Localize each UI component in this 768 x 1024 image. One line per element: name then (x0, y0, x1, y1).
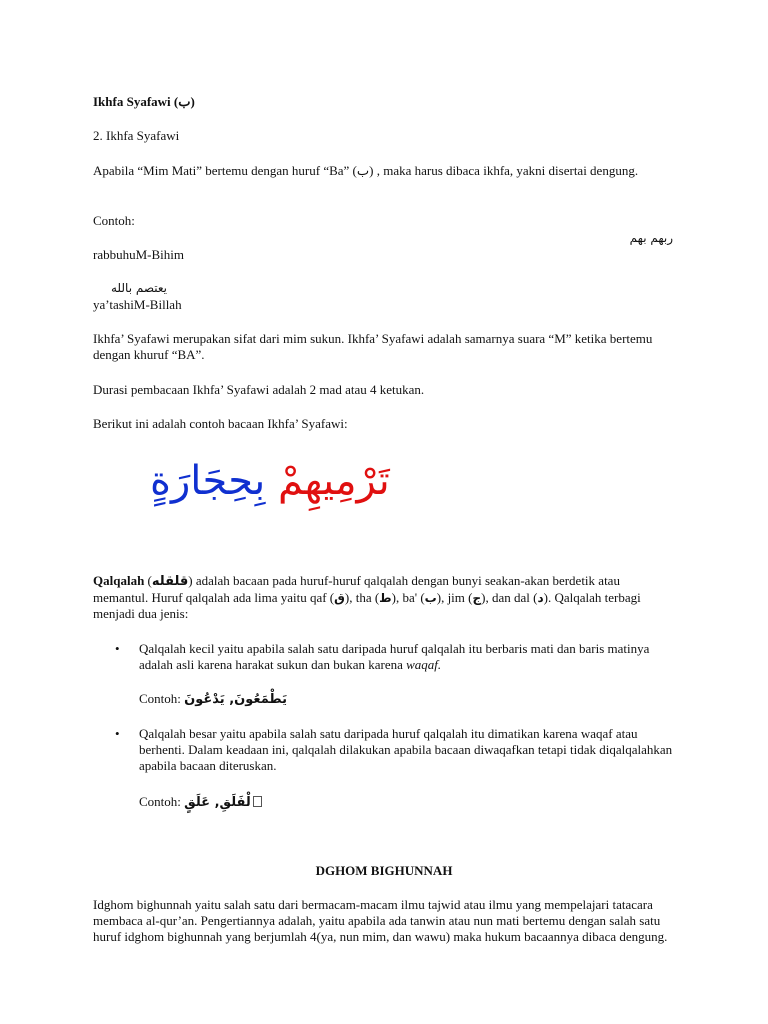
contoh-besar-arabic: لْفَلَقِ, عَلَقٍ (184, 795, 251, 810)
qalqalah-list (93, 641, 673, 673)
image-word-tarmihim: تَرْمِيهِمْ (277, 458, 390, 504)
idghom-heading: DGHOM BIGHUNNAH (315, 863, 453, 878)
letter-tha: ط (379, 591, 392, 605)
qalqalah-intro: Qalqalah (قلقله) adalah bacaan pada huruf-huruf qalqalah dengan bunyi seakan-akan berdetik atau memantul. Huruf qalqalah ada lima yaitu qaf (ق), tha (ط), ba' (ب), jim (ج), dan dal (د). Qalqalah terbagi menjadi dua jenis: (93, 573, 641, 621)
qalqalah-term-arabic: قلقله (151, 574, 189, 589)
ikhfa-paragraph-3: Berikut ini adalah contoh bacaan Ikhfa’ Syafawi: (93, 416, 348, 431)
missing-glyph-box (253, 796, 262, 807)
ikhfa-title: Ikhfa Syafawi (ب) (93, 94, 195, 109)
idghom-paragraph: Idghom bighunnah yaitu salah satu dari bermacam-macam ilmu tajwid atau ilmu yang mempelajari tatacara membaca al-qur’an. Pengertiannya adalah, yaitu apabila ada tanwin atau nun mati bertemu dengan salah satu huruf idghom bighunnah yang berjumlah 4(ya, nun mim, dan wawu) maka hukum bacaannya dibaca dengung. (93, 897, 668, 944)
ikhfa-definition: Apabila “Mim Mati” bertemu dengan huruf “Ba” (ب) , maka harus dibaca ikhfa, yakni disertai dengung. (93, 163, 639, 178)
image-word-bihijarah: بِحِجَارَةٍ (150, 458, 266, 504)
ikhfa-paragraph-1: Ikhfa’ Syafawi merupakan sifat dari mim sukun. Ikhfa’ Syafawi adalah samarnya suara “M” ketika bertemu dengan khuruf “BA”. (93, 331, 653, 362)
letter-dal: د (537, 591, 544, 605)
ikhfa-paragraph-2: Durasi pembacaan Ikhfa’ Syafawi adalah 2 mad atau 4 ketukan. (93, 382, 425, 397)
qalqalah-list (93, 726, 673, 774)
contoh-besar: Contoh: لْفَلَقِ, عَلَقٍ (139, 794, 679, 811)
example2-arabic: يعتصم بالله (110, 281, 167, 295)
qalqalah-term: Qalqalah (93, 573, 145, 588)
contoh-kecil-arabic: يَطْمَعُونَ, يَدْعُونَ (184, 692, 287, 707)
example2-latin: ya’tashiM-Billah (93, 297, 182, 312)
list-item: • Qalqalah kecil yaitu apabila salah satu daripada huruf qalqalah itu berbaris mati dan baris matinya adalah asli karena harakat sukun dan bukan karena waqaf. (93, 641, 673, 673)
letter-jim: ج (472, 591, 482, 605)
contoh-kecil: Contoh: يَطْمَعُونَ, يَدْعُونَ (139, 691, 287, 707)
example1-latin: rabbuhuM-Bihim (93, 247, 184, 262)
example1-arabic: ربهم بهم (629, 231, 673, 245)
ikhfa-subtitle: 2. Ikhfa Syafawi (93, 128, 180, 143)
contoh-label: Contoh: (93, 213, 135, 228)
list-item: • Qalqalah besar yaitu apabila salah satu daripada huruf qalqalah itu dimatikan karena waqaf atau berhenti. Dalam keadaan ini, qalqalah dilakukan apabila bacaan diwaqafkan tetapi tidak diqalqalahkan apabila bacaan diteruskan. (93, 726, 673, 774)
letter-qaf: ق (334, 591, 345, 605)
ikhfa-example-image (150, 450, 390, 512)
letter-ba: ب (424, 591, 437, 605)
